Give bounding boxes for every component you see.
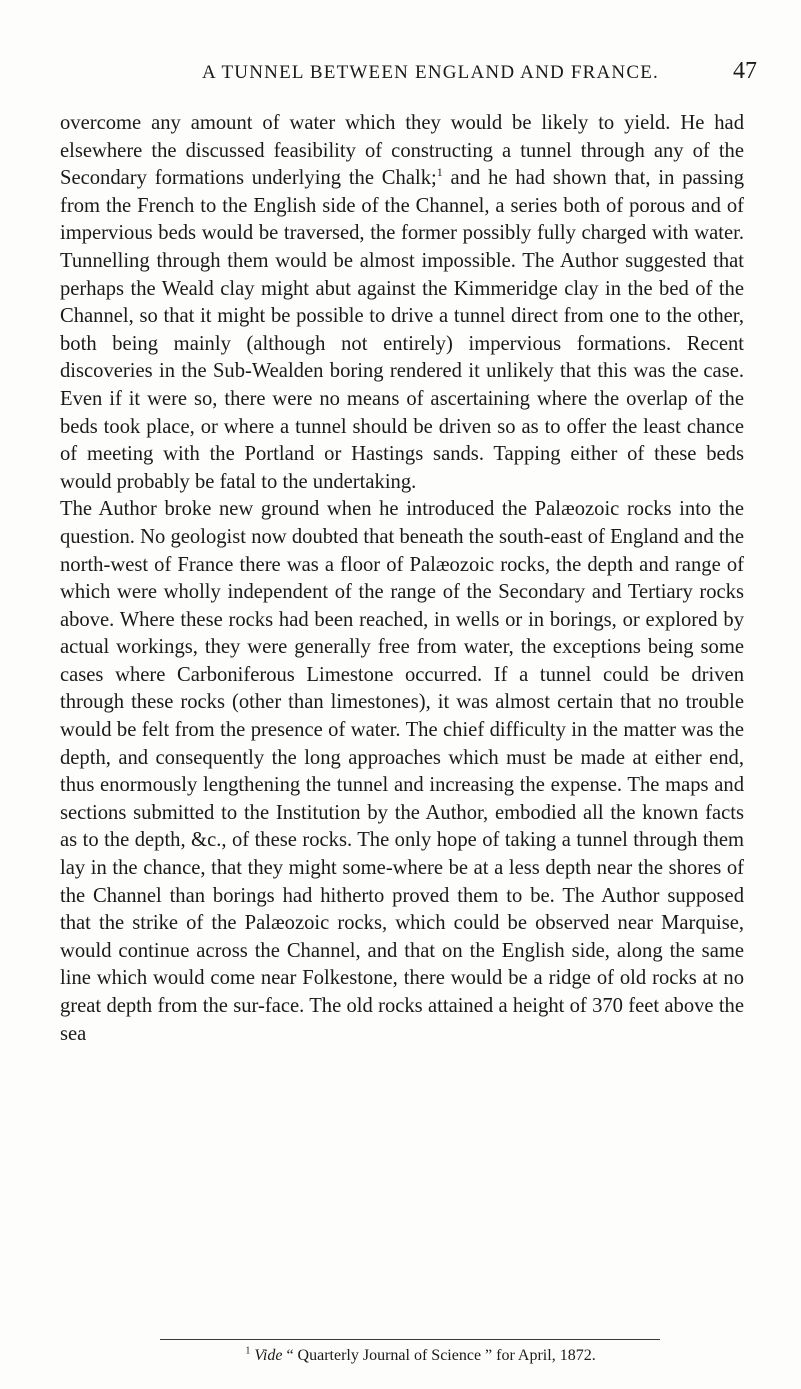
footnote-text: “ Quarterly Journal of Science ” for April, 1872. bbox=[282, 1347, 596, 1364]
body-text bbox=[60, 110, 744, 1048]
paragraph: The Author broke new ground when he introduced the Palæozoic rocks into the question. No geologist now doubted that beneath the south-east of England and the north-west of France there was a floor of Palæozoic rocks, the depth and range of which were wholly independent of the range of the Secondary and Tertiary rocks above. Where these rocks had been reached, in wells or in borings, or explored by actual workings, they were generally free from water, the exceptions being some cases where Carboniferous Limestone occurred. If a tunnel could be driven through these rocks (other than limestones), it was almost certain that no trouble would be felt from the presence of water. The chief difficulty in the matter was the depth, and consequently the long approaches which must be made at either end, thus enormously lengthening the tunnel and increasing the expense. The maps and sections submitted to the Institution by the Author, embodied all the known facts as to the depth, &c., of these rocks. The only hope of taking a tunnel through them lay in the chance, that they might some-where be at a less depth near the shores of the Channel than borings had hitherto proved them to be. The Author supposed that the strike of the Palæozoic rocks, which could be observed near Marquise, would continue across the Channel, and that on the English side, along the same line which would come near Folkestone, there would be a ridge of old rocks at no great depth from the sur-face. The old rocks attained a height of 370 feet above the sea bbox=[60, 498, 744, 1045]
footnote bbox=[90, 1345, 751, 1367]
running-title: A TUNNEL BETWEEN ENGLAND AND FRANCE. bbox=[202, 62, 659, 83]
footnote-vide: Vide bbox=[254, 1347, 283, 1364]
footnote-mark: 1 bbox=[245, 1345, 251, 1357]
paragraph-text: and he had shown that, in passing from the French to the English side of the Channel, a series both of porous and of impervious beds would be traversed, the former possibly fully charged with water. Tunnelling through them would be almost impossible. The Author suggested that perhaps the Weald clay might abut against the Kimmeridge clay in the bed of the Channel, so that it might be possible to drive a tunnel direct from one to the other, both being mainly (although not entirely) impervious formations. Recent discoveries in the Sub-Wealden boring rendered it unlikely that this was the case. Even if it were so, there were no means of ascertaining where the overlap of the beds took place, or where a tunnel should be driven so as to offer the least chance of meeting with the Portland or Hastings sands. Tapping either of these beds would probably be fatal to the undertaking. bbox=[60, 167, 744, 493]
footnote-rule bbox=[160, 1339, 660, 1340]
paragraph-text: overcome any amount of water which they would be likely to yield. He had elsewhere the discussed feasibility of constructing a tunnel through any of the Secondary formations underlying the Chalk; bbox=[60, 112, 744, 190]
footnote-reference: 1 bbox=[436, 165, 443, 180]
page-number: 47 bbox=[733, 58, 757, 84]
paragraph-continued bbox=[60, 110, 744, 496]
running-head bbox=[82, 58, 757, 88]
